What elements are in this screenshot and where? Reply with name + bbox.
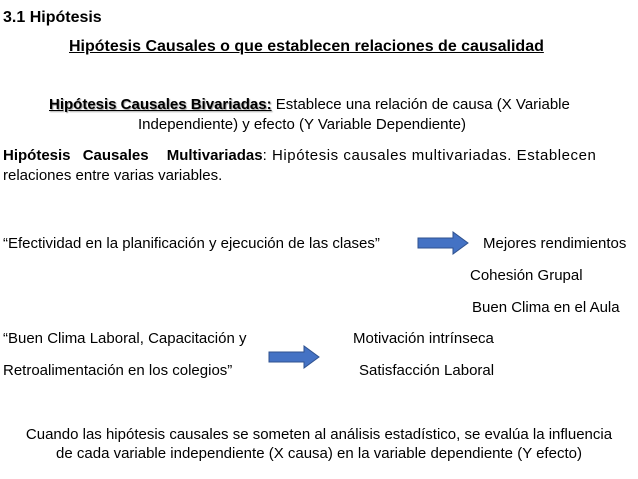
- example2-cause-2: Retroalimentación en los colegios”: [3, 362, 233, 379]
- section-heading: 3.1 Hipótesis: [3, 9, 102, 26]
- multivariadas-label-3: Multivariadas: [166, 147, 263, 164]
- bivariadas-line1: [49, 96, 570, 114]
- conclusion-line2: de cada variable independiente (X causa) en la variable dependiente (Y efecto): [56, 445, 582, 462]
- example2-effect-1: Motivación intrínseca: [353, 330, 494, 347]
- bivariadas-text-1: Establece una relación de causa (X Variable: [271, 96, 570, 113]
- example2-effect-2: Satisfacción Laboral: [359, 362, 495, 379]
- example2-cause-1: “Buen Clima Laboral, Capacitación y: [3, 330, 247, 347]
- example1-effect-1: Mejores rendimientos: [483, 235, 627, 252]
- arrow-shape: [418, 232, 468, 254]
- bivariadas-label: Hipótesis Causales Bivariadas:: [49, 96, 272, 113]
- conclusion-line1: Cuando las hipótesis causales se someten al análisis estadístico, se evalúa la influencia: [25, 426, 613, 443]
- arrow-right-icon: [268, 345, 320, 369]
- multivariadas-text-2: relaciones entre varias variables.: [3, 167, 223, 184]
- multivariadas-line1: [3, 147, 633, 165]
- multivariadas-label-2: Causales: [82, 147, 149, 164]
- slide-subtitle: Hipótesis Causales o que establecen relaciones de causalidad: [69, 38, 544, 55]
- example1-effect-3: Buen Clima en el Aula: [472, 299, 620, 316]
- arrow-shape: [269, 346, 319, 368]
- example1-cause: “Efectividad en la planificación y ejecución de las clases”: [3, 235, 380, 252]
- multivariadas-label-1: Hipótesis: [3, 147, 71, 164]
- example1-effect-2: Cohesión Grupal: [470, 267, 583, 284]
- multivariadas-text-1: : Hipótesis causales multivariadas. Establecen: [262, 147, 597, 164]
- bivariadas-text-2: Independiente) y efecto (Y Variable Dependiente): [138, 116, 467, 133]
- arrow-right-icon: [417, 231, 469, 255]
